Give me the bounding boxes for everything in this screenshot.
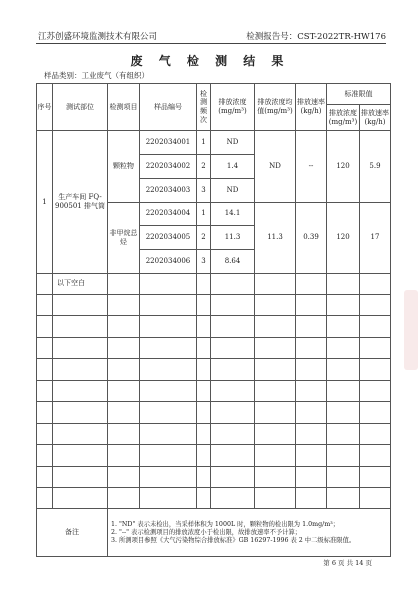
sample-no: 2202034003 bbox=[140, 178, 197, 202]
remark-2: 2. "--" 表示检测项目的排放浓度小于检出限，故排放速率不予计算； bbox=[111, 528, 302, 536]
avg-conc: ND bbox=[255, 131, 296, 202]
header-divider bbox=[36, 43, 386, 44]
limit-rate: 5.9 bbox=[360, 131, 391, 202]
remark-1: 1. "ND" 表示未检出，当采样体积为 1000L 时，颗粒物的检出限为 1.0mg/m³； bbox=[111, 520, 340, 528]
col-header-location: 测试部位 bbox=[53, 84, 108, 131]
col-header-freq: 检测频次 bbox=[197, 84, 211, 131]
limit-conc: 120 bbox=[327, 202, 360, 273]
col-header-avg-conc: 排放浓度均值(mg/m³) bbox=[255, 84, 296, 131]
col-header-limit-conc: 排放浓度(mg/m³) bbox=[327, 105, 360, 131]
sample-category: 样品类别：工业废气（有组织） bbox=[44, 71, 149, 80]
col-header-conc: 排放浓度(mg/m³) bbox=[211, 84, 255, 131]
item-particulates: 颗粒物 bbox=[108, 131, 140, 202]
table-row bbox=[37, 131, 391, 155]
limit-conc: 120 bbox=[327, 131, 360, 202]
sample-no: 2202034002 bbox=[140, 155, 197, 179]
report-number: 检测报告号：CST-2022TR-HW176 bbox=[246, 32, 386, 42]
conc: ND bbox=[211, 131, 255, 155]
remark-3: 3. 所测项目参照《大气污染物综合排放标准》GB 16297-1996 表 2 中二级标准限值。 bbox=[111, 536, 356, 544]
page-number: 第 6 页 共 14 页 bbox=[323, 559, 372, 567]
conc: 11.3 bbox=[211, 226, 255, 250]
sample-no: 2202034005 bbox=[140, 226, 197, 250]
sample-no: 2202034001 bbox=[140, 131, 197, 155]
avg-conc: 11.3 bbox=[255, 202, 296, 273]
emission-rate: -- bbox=[296, 131, 327, 202]
col-header-item: 检测项目 bbox=[108, 84, 140, 131]
table-row bbox=[37, 273, 391, 294]
group-location: 生产车间 FQ-900501 排气筒 bbox=[53, 131, 108, 273]
conc: 1.4 bbox=[211, 155, 255, 179]
col-header-rate: 排放速率(kg/h) bbox=[296, 84, 327, 131]
freq: 1 bbox=[197, 202, 211, 226]
results-table bbox=[36, 83, 391, 557]
item-nmhc: 非甲烷总烃 bbox=[108, 202, 140, 273]
col-header-limit-rate: 排放速率(kg/h) bbox=[360, 105, 391, 131]
page-title: 废 气 检 测 结 果 bbox=[130, 54, 290, 68]
col-header-seq: 序号 bbox=[37, 84, 53, 131]
freq: 3 bbox=[197, 249, 211, 273]
seal-stamp bbox=[404, 290, 418, 370]
conc: ND bbox=[211, 178, 255, 202]
col-header-limit: 标准限值 bbox=[327, 84, 391, 105]
emission-rate: 0.39 bbox=[296, 202, 327, 273]
blank-note: 以下空白 bbox=[53, 273, 108, 294]
sample-no: 2202034006 bbox=[140, 249, 197, 273]
conc: 14.1 bbox=[211, 202, 255, 226]
remarks-content bbox=[108, 509, 391, 557]
sample-no: 2202034004 bbox=[140, 202, 197, 226]
company-name: 江苏创盛环境监测技术有限公司 bbox=[38, 32, 158, 42]
conc: 8.64 bbox=[211, 249, 255, 273]
freq: 2 bbox=[197, 226, 211, 250]
group-seq: 1 bbox=[37, 131, 53, 273]
limit-rate: 17 bbox=[360, 202, 391, 273]
remarks-row bbox=[37, 509, 391, 557]
freq: 3 bbox=[197, 178, 211, 202]
col-header-sample-no: 样品编号 bbox=[140, 84, 197, 131]
freq: 1 bbox=[197, 131, 211, 155]
remarks-label: 备注 bbox=[37, 509, 108, 557]
freq: 2 bbox=[197, 155, 211, 179]
